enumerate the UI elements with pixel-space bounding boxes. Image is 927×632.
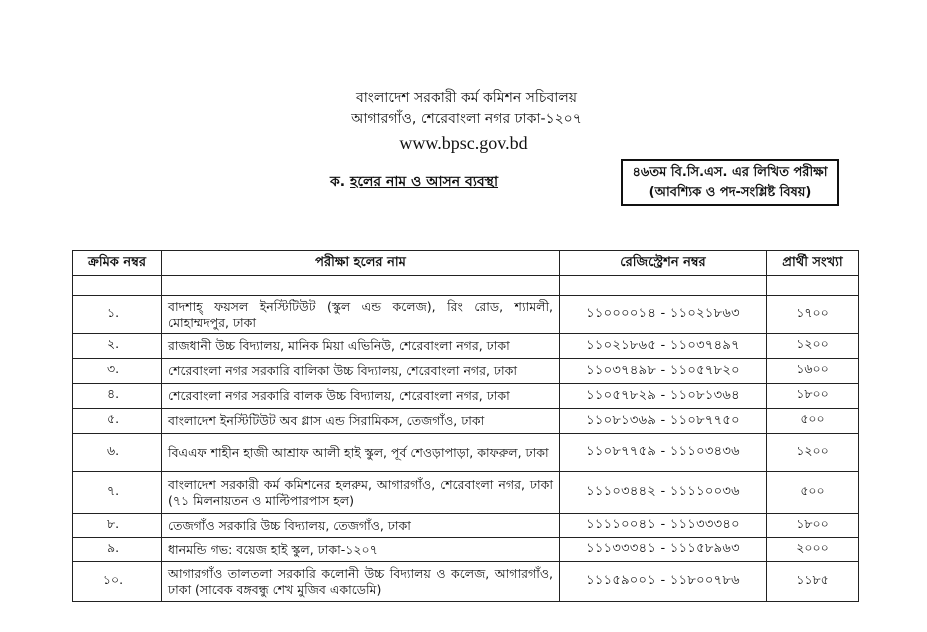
serial-cell: ৯. xyxy=(73,538,162,562)
candidate-count-cell: ১২০০ xyxy=(767,334,859,359)
registration-cell: ১১১৫৯০০১ - ১১৮০০৭৮৬ xyxy=(560,562,767,602)
candidate-count-cell: ১৮০০ xyxy=(767,384,859,409)
exam-hall-table xyxy=(72,250,859,602)
registration-cell: ১১১০৩৪৪২ - ১১১১০০৩৬ xyxy=(560,472,767,514)
organization-name: বাংলাদেশ সরকারী কর্ম কমিশন সচিবালয় xyxy=(355,90,578,106)
candidate-count-cell: ১২০০ xyxy=(767,434,859,472)
table-row xyxy=(73,514,859,538)
serial-cell: ৪. xyxy=(73,384,162,409)
candidate-count-cell: ৫০০ xyxy=(767,472,859,514)
hall-name-cell: শেরেবাংলা নগর সরকারি বালক উচ্চ বিদ্যালয়, শেরেবাংলা নগর, ঢাকা xyxy=(162,384,560,409)
table-row xyxy=(73,296,859,334)
column-header-hall-name: পরীক্ষা হলের নাম xyxy=(162,251,560,276)
document-header xyxy=(0,88,927,155)
hall-name-cell: বাদশাহ্ ফয়সল ইনস্টিটিউট (স্কুল এন্ড কলেজ), রিং রোড, শ্যামলী, মোহাম্মদপুর, ঢাকা xyxy=(162,296,560,334)
column-header-serial: ক্রমিক নম্বর xyxy=(73,251,162,276)
hall-name-cell: শেরেবাংলা নগর সরকারি বালিকা উচ্চ বিদ্যালয়, শেরেবাংলা নগর, ঢাকা xyxy=(162,359,560,384)
section-title-text: হলের নাম ও আসন ব্যবস্থা xyxy=(350,174,499,190)
registration-cell: ১১০৮১৩৬৯ - ১১০৮৭৭৫০ xyxy=(560,409,767,434)
registration-cell: ১১০২১৮৬৫ - ১১০৩৭৪৯৭ xyxy=(560,334,767,359)
table-row xyxy=(73,334,859,359)
table-row xyxy=(73,538,859,562)
table-row xyxy=(73,562,859,602)
hall-name-cell: তেজগাঁও সরকারি উচ্চ বিদ্যালয়, তেজগাঁও, ঢাকা xyxy=(162,514,560,538)
serial-cell: ১. xyxy=(73,296,162,334)
spacer-cell xyxy=(162,276,560,296)
hall-name-cell: ধানমন্ডি গভ: বয়েজ হাই স্কুল, ঢাকা-১২০৭ xyxy=(162,538,560,562)
exam-title-box xyxy=(621,159,839,206)
hall-name-cell: বিএএফ শাহীন হাজী আশ্রাফ আলী হাই স্কুল, পূর্ব শেওড়াপাড়া, কাফরুল, ঢাকা xyxy=(162,434,560,472)
candidate-count-cell: ১১৮৫ xyxy=(767,562,859,602)
hall-name-cell: বাংলাদেশ সরকারী কর্ম কমিশনের হলরুম, আগারগাঁও, শেরেবাংলা নগর, ঢাকা (৭১ মিলনায়তন ও মাল্টিপারপাস হল) xyxy=(162,472,560,514)
organization-address: আগারগাঁও, শেরেবাংলা নগর ঢাকা-১২০৭ xyxy=(351,111,582,127)
section-title xyxy=(330,170,498,194)
serial-cell: ৮. xyxy=(73,514,162,538)
table-row xyxy=(73,384,859,409)
table-header-row xyxy=(73,251,859,276)
registration-cell: ১১১৩৩৩৪১ - ১১১৫৮৯৬৩ xyxy=(560,538,767,562)
exam-title-line1: ৪৬তম বি.সি.এস. এর লিখিত পরীক্ষা xyxy=(632,165,828,180)
hall-name-cell: আগারগাঁও তালতলা সরকারি কলোনী উচ্চ বিদ্যালয় ও কলেজ, আগারগাঁও, ঢাকা (সাবেক বঙ্গবন্ধু শেখ মুজিব একাডেমি) xyxy=(162,562,560,602)
serial-cell: ১০. xyxy=(73,562,162,602)
candidate-count-cell: ১৭০০ xyxy=(767,296,859,334)
spacer-cell xyxy=(560,276,767,296)
website-text[interactable]: www.bpsc.gov.bd xyxy=(399,133,528,153)
registration-cell: ১১০০০০১৪ - ১১০২১৮৬৩ xyxy=(560,296,767,334)
table-row xyxy=(73,359,859,384)
registration-cell: ১১১১০০৪১ - ১১১৩৩৩৪০ xyxy=(560,514,767,538)
candidate-count-cell: ১৮০০ xyxy=(767,514,859,538)
serial-cell: ৭. xyxy=(73,472,162,514)
serial-cell: ৫. xyxy=(73,409,162,434)
candidate-count-cell: ২০০০ xyxy=(767,538,859,562)
hall-name-cell: রাজধানী উচ্চ বিদ্যালয়, মানিক মিয়া এভিনিউ, শেরেবাংলা নগর, ঢাকা xyxy=(162,334,560,359)
column-header-candidates: প্রার্থী সংখ্যা xyxy=(767,251,859,276)
exam-title-line2: (আবশ্যিক ও পদ-সংশ্লিষ্ট বিষয়) xyxy=(648,185,812,200)
table-row xyxy=(73,434,859,472)
serial-cell: ২. xyxy=(73,334,162,359)
spacer-cell xyxy=(767,276,859,296)
serial-cell: ৩. xyxy=(73,359,162,384)
registration-cell: ১১০৩৭৪৯৮ - ১১০৫৭৮২০ xyxy=(560,359,767,384)
table-spacer-row xyxy=(73,276,859,296)
candidate-count-cell: ১৬০০ xyxy=(767,359,859,384)
registration-cell: ১১০৫৭৮২৯ - ১১০৮১৩৬৪ xyxy=(560,384,767,409)
table-row xyxy=(73,409,859,434)
column-header-registration: রেজিস্ট্রেশন নম্বর xyxy=(560,251,767,276)
website-link[interactable] xyxy=(0,131,927,155)
spacer-cell xyxy=(73,276,162,296)
serial-cell: ৬. xyxy=(73,434,162,472)
hall-name-cell: বাংলাদেশ ইনস্টিটিউট অব গ্লাস এন্ড সিরামিকস, তেজগাঁও, ঢাকা xyxy=(162,409,560,434)
registration-cell: ১১০৮৭৭৫৯ - ১১১০৩৪৩৬ xyxy=(560,434,767,472)
candidate-count-cell: ৫০০ xyxy=(767,409,859,434)
table-row xyxy=(73,472,859,514)
section-title-prefix: ক. xyxy=(330,174,350,190)
